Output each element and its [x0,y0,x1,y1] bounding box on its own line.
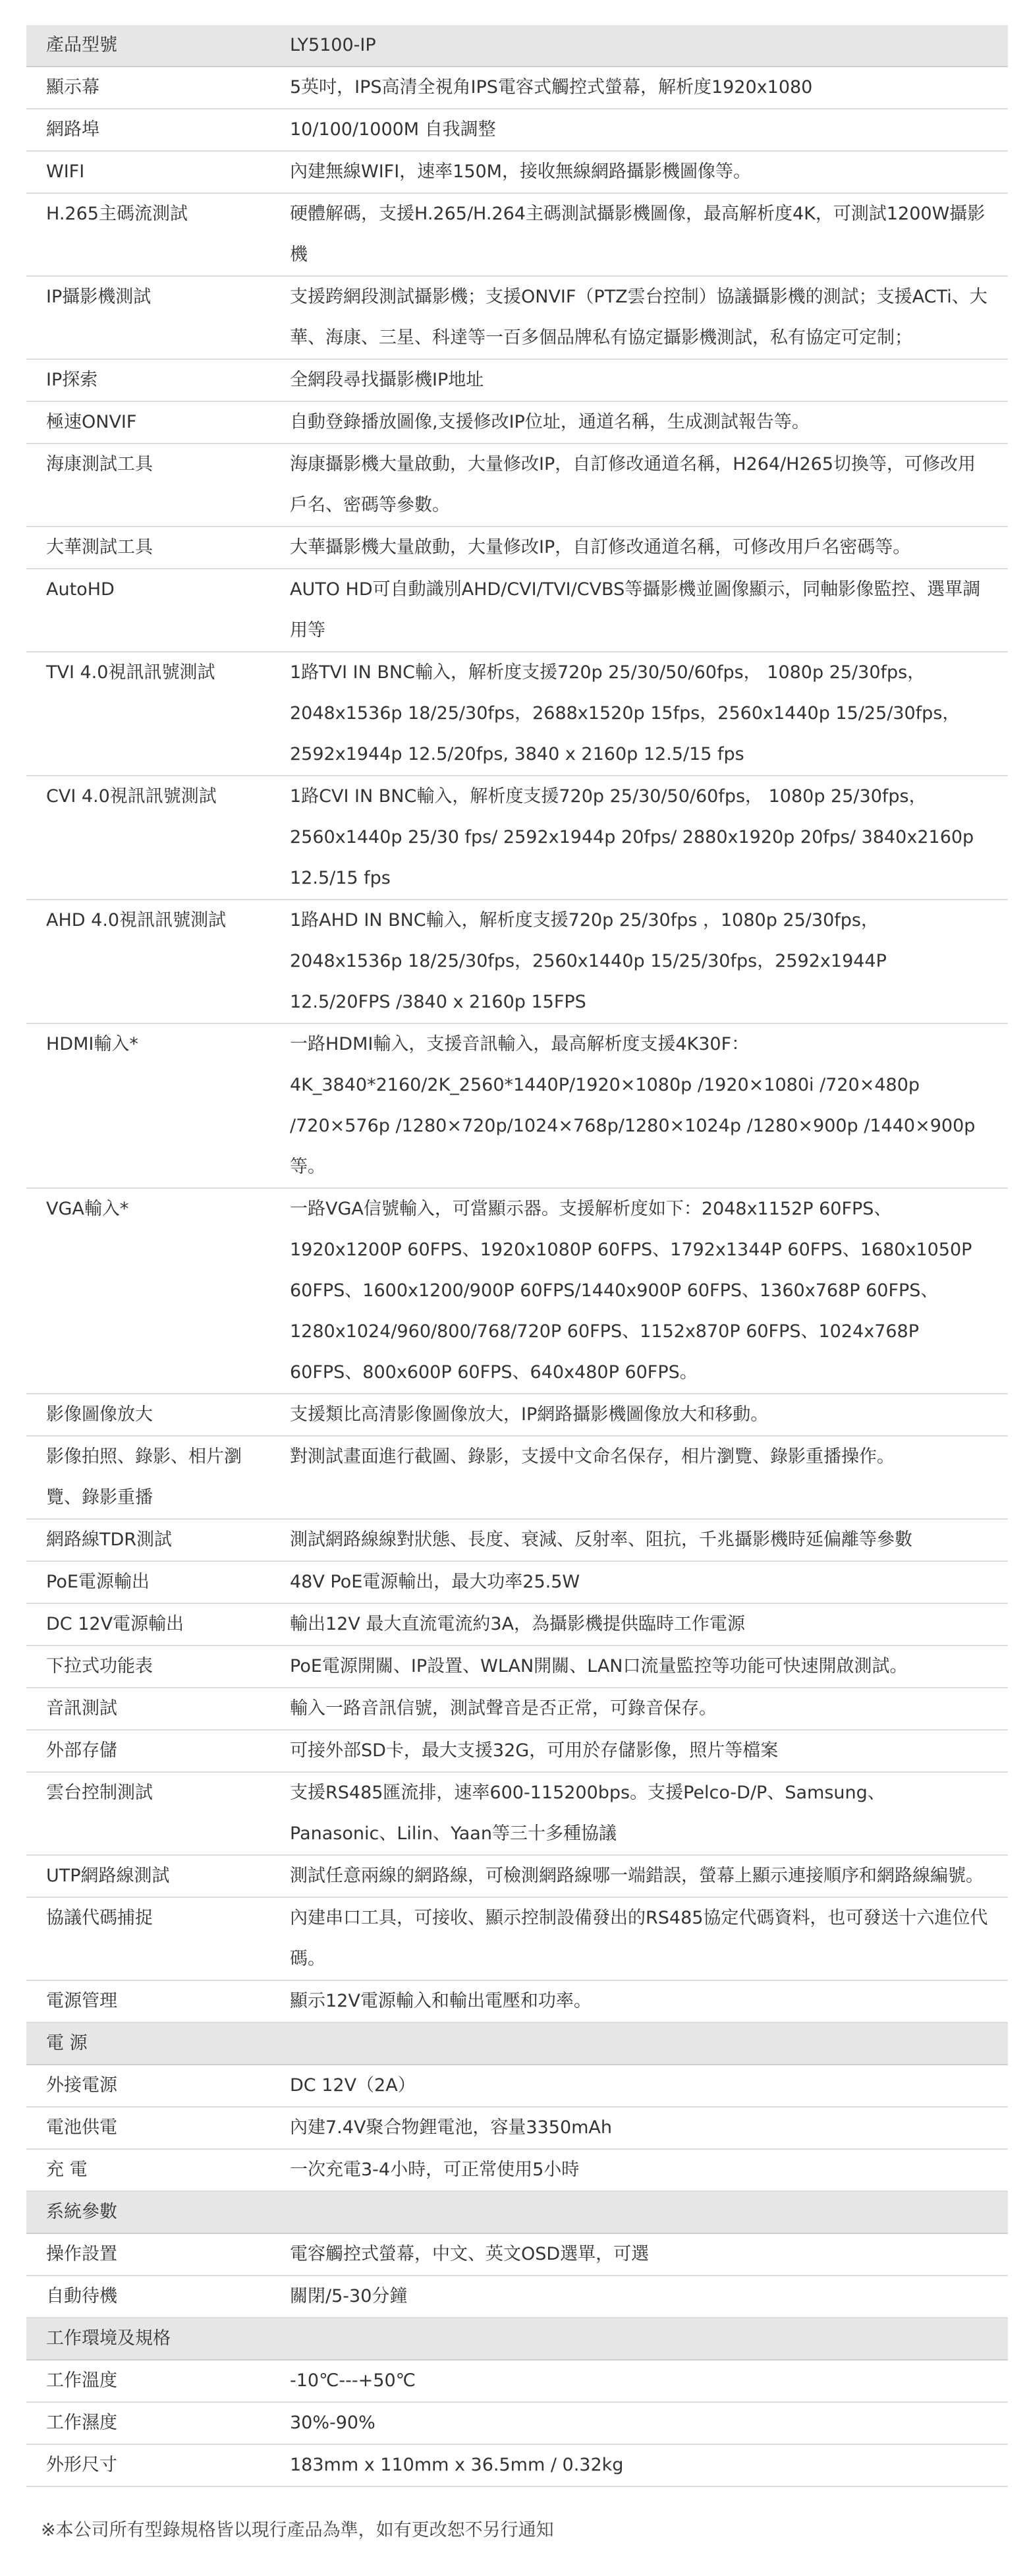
spec-label: 工作溫度 [46,2370,117,2391]
spec-value: 測試網路線線對狀態、長度、衰減、反射率、阻抗，千兆攝影機時延偏離等參數 [290,1530,912,1550]
spec-row [26,1855,1008,1897]
spec-row [26,1772,1008,1855]
spec-row [26,2360,1008,2402]
spec-label: AHD 4.0視訊訊號測試 [46,910,227,930]
spec-row [26,359,1008,401]
spec-label: 外形尺寸 [46,2455,117,2475]
spec-row [26,776,1008,900]
spec-row [26,67,1008,109]
spec-row [26,1023,1008,1188]
spec-row [26,193,1008,276]
spec-row [26,1436,1008,1519]
spec-value: 支援類比高清影像圖像放大，IP網路攝影機圖像放大和移動。 [290,1404,769,1425]
spec-row [26,1646,1008,1688]
spec-value: DC 12V（2A） [290,2075,416,2096]
spec-value: 30%-90% [290,2413,375,2433]
spec-value: 大華攝影機大量啟動，大量修改IP，自訂修改通道名稱，可修改用戶名密碼等。 [290,537,911,558]
spec-label: HDMI輸入* [46,1034,138,1054]
spec-value [264,2191,1008,2233]
section-header-row [26,2318,1008,2360]
spec-value: 內建無線WIFI，速率150M，接收無線網路攝影機圖像等。 [290,161,751,182]
spec-value: 顯示12V電源輸入和輸出電壓和功率。 [290,1991,592,2011]
spec-label: 充 電 [46,2160,88,2180]
spec-label: DC 12V電源輸出 [46,1614,184,1634]
spec-label: 操作設置 [46,2244,117,2264]
spec-label: 外部存儲 [46,1740,117,1761]
spec-label: 工作濕度 [46,2413,117,2433]
spec-label: 下拉式功能表 [46,1656,153,1676]
spec-label: 雲台控制測試 [46,1783,153,1803]
spec-row [26,2444,1008,2486]
spec-label: UTP網路線測試 [46,1866,170,1886]
spec-label: 產品型號 [46,35,117,55]
spec-row [26,1603,1008,1646]
spec-label: WIFI [46,161,85,182]
spec-value: 支援RS485匯流排，速率600-115200bps。支援Pelco-D/P、Samsung、Panasonic、Lilin、Yaan等三十多種協議 [290,1783,885,1844]
spec-row [26,276,1008,359]
spec-row [26,109,1008,151]
spec-label: 電源管理 [46,1991,117,2011]
spec-value: 一次充電3-4小時，可正常使用5小時 [290,2160,580,2180]
spec-value: 10/100/1000M 自我調整 [290,119,496,140]
spec-row [26,444,1008,527]
spec-row [26,2402,1008,2444]
spec-value: 自動登錄播放圖像,支援修改IP位址，通道名稱，生成測試報告等。 [290,412,810,432]
spec-row [26,1188,1008,1394]
spec-row [26,527,1008,569]
spec-row [26,2233,1008,2275]
spec-row [26,2065,1008,2107]
spec-sheet [26,25,1008,2487]
spec-label: 影像圖像放大 [46,1404,153,1425]
spec-label: 協議代碼捕捉 [46,1908,153,1928]
spec-label: 電 源 [46,2033,88,2053]
spec-label: 網路線TDR測試 [46,1530,173,1550]
spec-label: AutoHD [46,579,115,600]
spec-label: 極速ONVIF [46,412,137,432]
spec-value: 可接外部SD卡，最大支援32G，可用於存儲影像，照片等檔案 [290,1740,779,1761]
spec-row [26,1519,1008,1561]
spec-value: 1路AHD IN BNC輸入，解析度支援720p 25/30fps ，1080p 25/30fps，2048x1536p 18/25/30fps，2560x1440p 15/25/30fps，2592x1944P 12.5/20FPS /3840 x 2160p 15FPS [290,910,887,1012]
spec-row [26,900,1008,1023]
spec-value [264,2318,1008,2360]
spec-label: 系統參數 [46,2202,117,2222]
spec-value [264,2022,1008,2065]
spec-row [26,1561,1008,1603]
spec-value: 內建串口工具，可接收、顯示控制設備發出的RS485協定代碼資料，也可發送十六進位代碼。 [290,1908,988,1969]
spec-label: 外接電源 [46,2075,117,2096]
spec-value: PoE電源開關、IP設置、WLAN開關、LAN口流量監控等功能可快速開啟測試。 [290,1656,908,1676]
section-header-row [26,25,1008,67]
spec-label: 影像拍照、錄影、相片瀏覽、錄影重播 [46,1446,242,1508]
spec-label: IP攝影機測試 [46,287,152,307]
spec-label: H.265主碼流測試 [46,204,188,224]
spec-value: 一路VGA信號輸入，可當顯示器。支援解析度如下：2048x1152P 60FPS、1920x1200P 60FPS、1920x1080P 60FPS、1792x1344P 60FPS、1680x1050P 60FPS、1600x1200/900P 60FPS/1440x900P 60FPS、1360x768P 60FPS、1280x1024/960/800/768/720P 60FPS、1152x870P 60FPS、1024x768P 60FPS、800x600P 60FPS、640x480P 60FPS。 [290,1199,972,1383]
spec-row [26,1897,1008,1980]
spec-row [26,1730,1008,1772]
spec-row [26,401,1008,444]
spec-value: 對測試畫面進行截圖、錄影，支援中文命名保存，相片瀏覽、錄影重播操作。 [290,1446,895,1467]
spec-value: 48V PoE電源輸出，最大功率25.5W [290,1572,580,1592]
spec-row [26,652,1008,776]
spec-label: 顯示幕 [46,77,99,98]
spec-value: 5英吋，IPS高清全視角IPS電容式觸控式螢幕，解析度1920x1080 [290,77,813,98]
spec-table [26,25,1008,2487]
spec-value: 關閉/5-30分鐘 [290,2286,408,2306]
spec-label: 海康測試工具 [46,454,153,474]
spec-row [26,2149,1008,2191]
spec-label: 工作環境及規格 [46,2328,171,2349]
spec-value: 1路TVI IN BNC輸入，解析度支援720p 25/30/50/60fps， 1080p 25/30fps，2048x1536p 18/25/30fps，2688x1520p 15fps，2560x1440p 15/25/30fps，2592x1944p 12.5/20fps, 3840 x 2160p 12.5/15 fps [290,662,960,764]
disclaimer-note: ※本公司所有型錄規格皆以現行產品為準，如有更改恕不另行通知 [41,2520,554,2540]
spec-value: AUTO HD可自動識別AHD/CVI/TVI/CVBS等攝影機並圖像顯示，同軸影像監控、選單調用等 [290,579,981,641]
spec-value: 輸出12V 最大直流電流約3A，為攝影機提供臨時工作電源 [290,1614,746,1634]
spec-label: 電池供電 [46,2117,117,2138]
spec-value: 內建7.4V聚合物鋰電池，容量3350mAh [290,2117,613,2138]
spec-value: 一路HDMI輸入，支援音訊輸入，最高解析度支援4K30F：4K_3840*2160/2K_2560*1440P/1920×1080p /1920×1080i /720×480p /720×576p /1280×720p/1024×768p/1280×1024p /1280×900p /1440×900p等。 [290,1034,976,1177]
spec-value: 1路CVI IN BNC輸入，解析度支援720p 25/30/50/60fps， 1080p 25/30fps，2560x1440p 25/30 fps/ 2592x1944p 20fps/ 2880x1920p 20fps/ 3840x2160p 12.5/15 fps [290,786,974,888]
spec-row [26,1394,1008,1436]
spec-value: 測試任意兩線的網路線，可檢測網路線哪一端錯誤，螢幕上顯示連接順序和網路線編號。 [290,1866,984,1886]
spec-value: 輸入一路音訊信號，測試聲音是否正常，可錄音保存。 [290,1698,717,1719]
spec-row [26,2107,1008,2149]
spec-label: 大華測試工具 [46,537,153,558]
spec-label: TVI 4.0視訊訊號測試 [46,662,215,683]
spec-row [26,1688,1008,1730]
spec-label: VGA輸入* [46,1199,129,1219]
spec-value: 硬體解碼，支援H.265/H.264主碼測試攝影機圖像，最高解析度4K，可測試1200W攝影機 [290,204,986,265]
spec-row [26,569,1008,652]
spec-value: 電容觸控式螢幕，中文、英文OSD選單，可選 [290,2244,650,2264]
spec-value: -10℃---+50℃ [290,2370,416,2391]
spec-label: CVI 4.0視訊訊號測試 [46,786,217,807]
spec-value: 183mm x 110mm x 36.5mm / 0.32kg [290,2455,624,2475]
spec-value: 海康攝影機大量啟動，大量修改IP，自訂修改通道名稱，H264/H265切換等，可修改用戶名、密碼等參數。 [290,454,976,515]
spec-label: PoE電源輸出 [46,1572,150,1592]
spec-label: IP探索 [46,370,98,390]
spec-label: 音訊測試 [46,1698,117,1719]
spec-value: LY5100-IP [290,35,376,55]
spec-value: 支援跨網段測試攝影機；支援ONVIF（PTZ雲台控制）協議攝影機的測試；支援ACTi、大華、海康、三星、科達等一百多個品牌私有協定攝影機測試，私有協定可定制； [290,287,987,348]
spec-value: 全網段尋找攝影機IP地址 [290,370,484,390]
spec-row [26,2275,1008,2318]
spec-label: 自動待機 [46,2286,117,2306]
spec-row [26,151,1008,193]
section-header-row [26,2022,1008,2065]
section-header-row [26,2191,1008,2233]
spec-row [26,1980,1008,2022]
spec-label: 網路埠 [46,119,99,140]
